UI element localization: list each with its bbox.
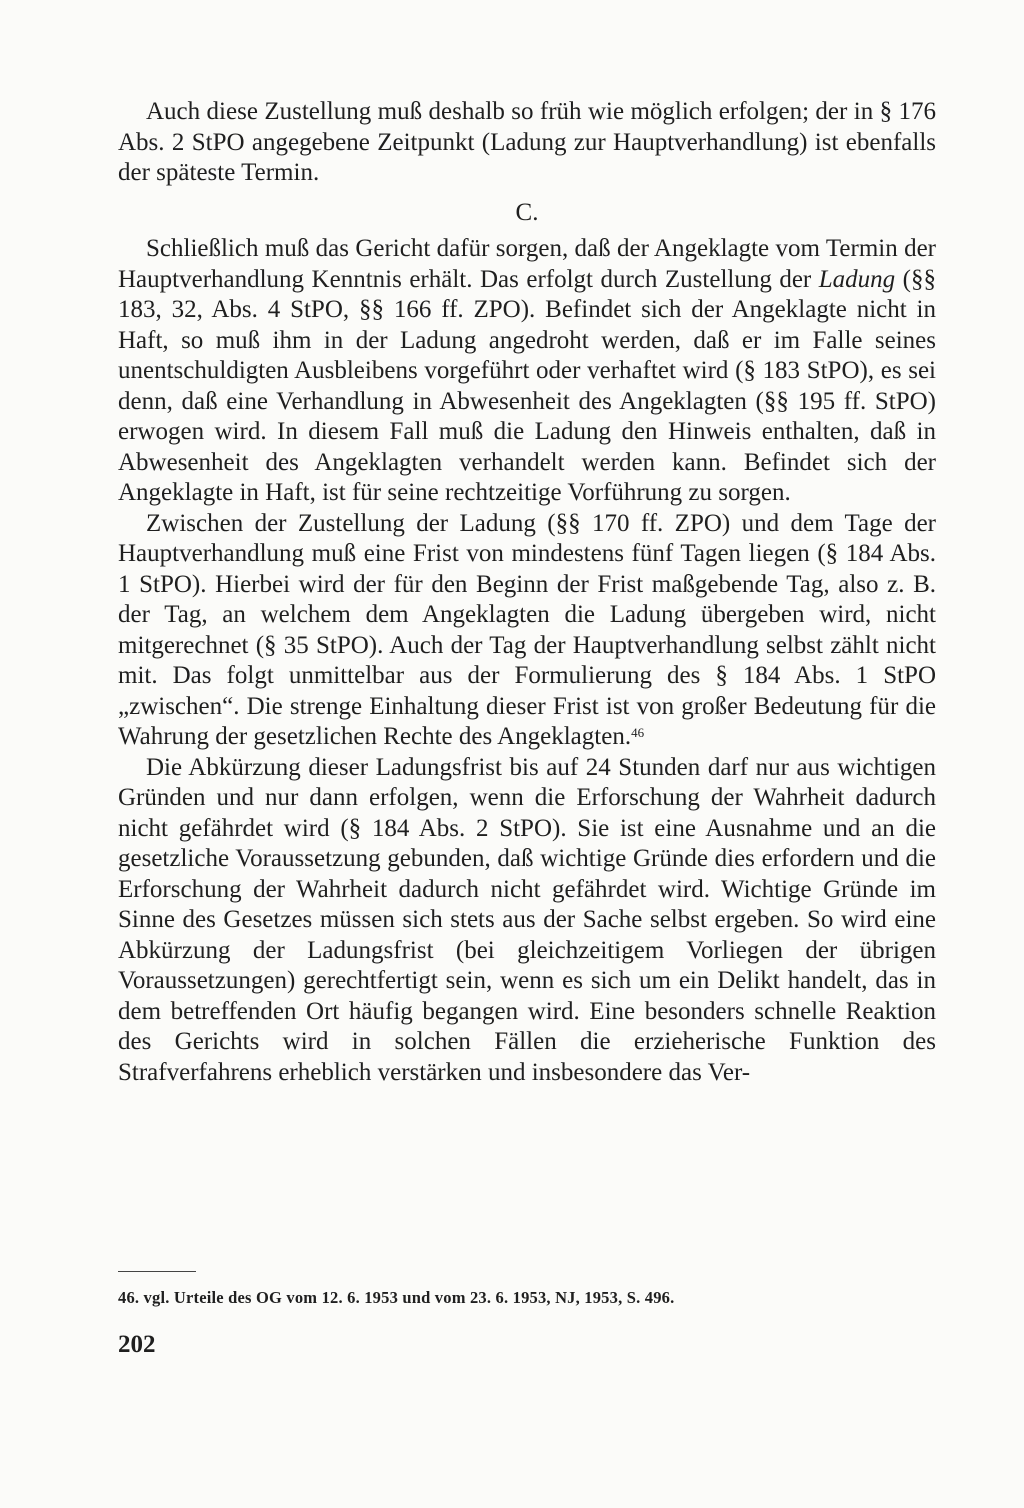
footnote: 46. vgl. Urteile des OG vom 12. 6. 1953 und vom 23. 6. 1953, NJ, 1953, S. 496.: [118, 1288, 675, 1307]
paragraph-2-text-start: Schließlich muß das Gericht dafür sorgen, daß der Angeklagte vom Termin der Hauptverhandlung Kenntnis erhält. Das erfolgt durch Zustellung der: [118, 235, 936, 293]
paragraph-4: Die Abkürzung dieser Ladungsfrist bis auf 24 Stunden darf nur aus wichtigen Gründen und nur dann erfolgen, wenn die Erforschung der Wahrheit dadurch nicht gefährdet wird (§ 184 Abs. 2 StPO). Sie ist eine Ausnahme und an die gesetzliche Voraussetzung gebunden, daß wichtige Gründe dies erfordern und die Erforschung der Wahrheit dadurch nicht gefährdet wird. Wichtige Gründe im Sinne des Gesetzes müssen sich stets aus der Sache selbst ergeben. So wird eine Abkürzung der Ladungsfrist (bei gleichzeitigem Vorliegen der übrigen Voraussetzungen) gerechtfertigt sein, wenn es sich um ein Delikt handelt, das in dem betreffenden Ort häufig begangen wird. Eine besonders schnelle Reaktion des Gerichts wird in solchen Fällen die erzieherische Funktion des Strafverfahrens erheblich verstärken und insbesondere das Ver-: [118, 753, 936, 1086]
paragraph-2: [118, 234, 936, 509]
paragraph-1: Auch diese Zustellung muß deshalb so früh wie möglich erfolgen; der in § 176 Abs. 2 StPO angegebene Zeitpunkt (Ladung zur Hauptverhandlung) ist ebenfalls der späteste Termin.: [118, 98, 936, 186]
footnote-reference: 46: [631, 725, 645, 740]
body-text: [118, 97, 936, 1088]
footnote-divider: [118, 1271, 196, 1272]
paragraph-3-text: Zwischen der Zustellung der Ladung (§§ 170 ff. ZPO) und dem Tage der Hauptverhandlung muß eine Frist von mindestens fünf Tagen liegen (§ 184 Abs. 1 StPO). Hierbei wird der für den Beginn der Frist maßgebende Tag, also z. B. der Tag, an welchem dem Angeklagten die Ladung übergeben wird, nicht mitgerechnet (§ 35 StPO). Auch der Tag der Hauptverhandlung selbst zählt nicht mit. Das folgt unmittelbar aus der Formulierung des § 184 Abs. 1 StPO „zwischen“. Die strenge Einhaltung dieser Frist ist von großer Bedeutung für die Wahrung der gesetzlichen Rechte des Angeklagten.: [118, 509, 936, 750]
section-heading: C.: [515, 198, 539, 226]
page-number: 202: [118, 1331, 156, 1358]
italic-term-ladung: Ladung: [818, 265, 896, 293]
paragraph-2-text-end: (§§ 183, 32, Abs. 4 StPO, §§ 166 ff. ZPO). Befindet sich der Angeklagte nicht in Haft, so muß ihm in der Ladung angedroht werden, daß er im Falle seines unentschuldigten Ausbleibens vorgeführt oder verhaftet wird (§ 183 StPO), es sei denn, daß eine Verhandlung in Abwesenheit des Angeklagten (§§ 195 ff. StPO) erwogen wird. In diesem Fall muß die Ladung den Hinweis enthalten, daß in Abwesenheit des Angeklagten verhandelt werden kann. Befindet sich der Angeklagte in Haft, ist für seine rechtzeitige Vorführung zu sorgen.: [118, 265, 936, 506]
paragraph-3: [118, 509, 936, 753]
